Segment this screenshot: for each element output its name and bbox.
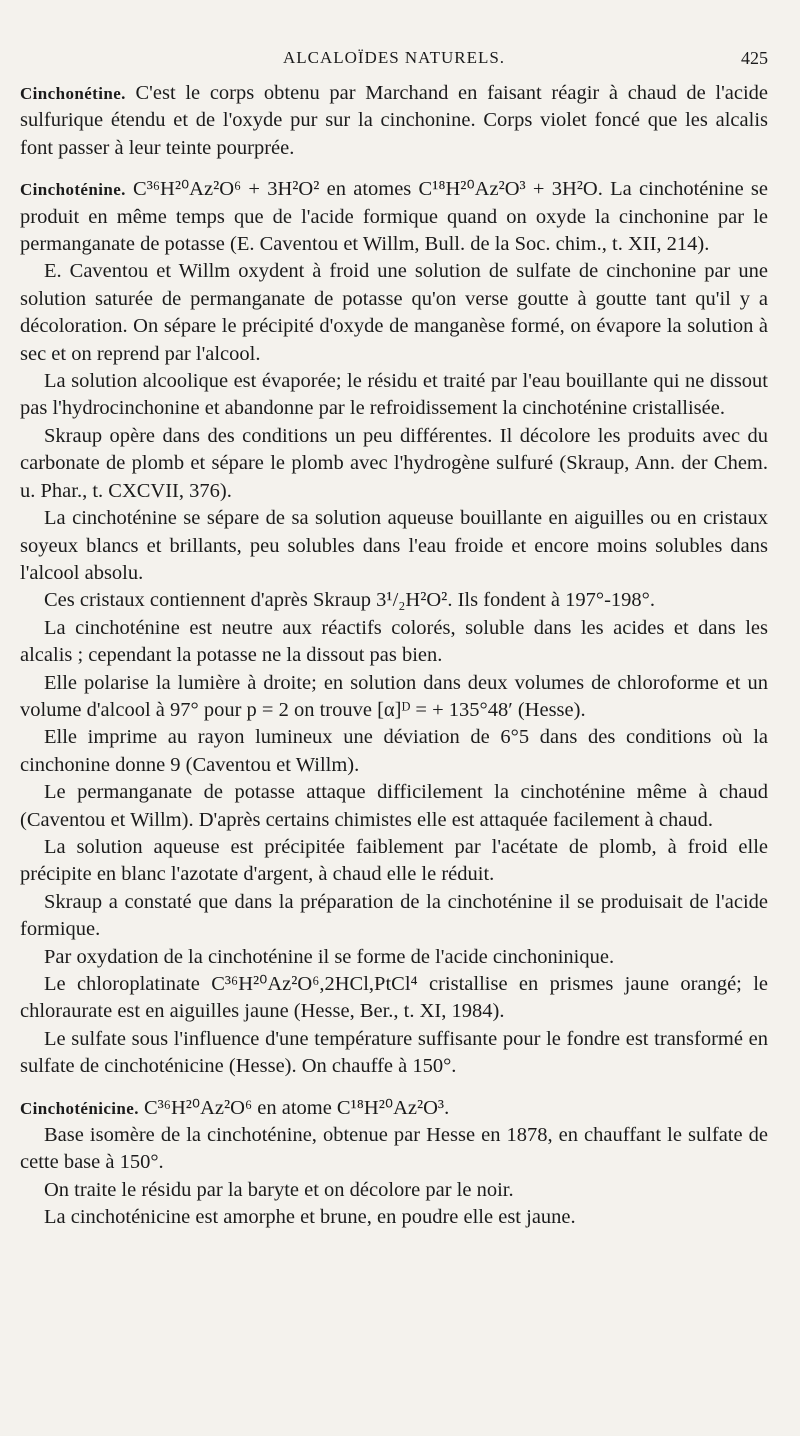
paragraph: Le chloroplatinate C³⁶H²⁰Az²O⁶,2HCl,PtCl⁴ cristallise en prismes jaune orangé; le chloraurate est en aiguilles jaune (Hesse, Ber., t. XI, 1984).	[20, 973, 768, 1023]
paragraph: Le sulfate sous l'influence d'une température suffisante pour le fondre est transformé en sulfate de cinchoténicine (Hesse). On chauffe à 150°.	[20, 1027, 768, 1078]
paragraph: Base isomère de la cinchoténine, obtenue par Hesse en 1878, en chauffant le sulfate de cette base à 150°.	[20, 1124, 768, 1174]
paragraph: Elle polarise la lumière à droite; en solution dans deux volumes de chloroforme et un volume d'alcool à 97° pour p = 2 on trouve [α]ᴰ = + 135°48′ (Hesse).	[20, 671, 768, 721]
paragraph: On traite le résidu par la baryte et on décolore par le noir.	[44, 1178, 514, 1201]
section-text: C'est le corps obtenu par Marchand en faisant réagir à chaud de l'acide sulfurique étendu et de l'oxyde pur sur la cinchonine. Corps violet foncé que les alcalis font passer à leur teinte pourprée.	[20, 82, 769, 159]
section-text: C³⁶H²⁰Az²O⁶ en atome C¹⁸H²⁰Az²O³.	[143, 1096, 450, 1119]
page-number: 425	[741, 48, 768, 68]
section-cinchotenicine	[20, 1095, 768, 1122]
section-heading: Cinchonétine.	[20, 84, 126, 103]
paragraph: E. Caventou et Willm oxydent à froid une solution de sulfate de cinchonine par une solution saturée de permanganate de potasse qu'on verse goutte à goutte tant qu'il y a décoloration. On sépare le précipité d'oxyde de manganèse formé, on évapore la solution à sec et on reprend par l'alcool.	[20, 260, 768, 365]
page-body	[20, 80, 768, 1232]
paragraph: La solution aqueuse est précipitée faiblement par l'acétate de plomb, à froid elle précipite en blanc l'azotate d'argent, à chaud elle le réduit.	[20, 835, 768, 886]
section-cinchotenine	[20, 176, 768, 258]
paragraph: La solution alcoolique est évaporée; le résidu et traité par l'eau bouillante qui ne dissout pas l'hydrocinchonine et abandonne par le refroidissement la cinchoténine cristallisée.	[20, 370, 768, 420]
paragraph: Skraup a constaté que dans la préparation de la cinchoténine il se produisait de l'acide formique.	[20, 890, 768, 941]
paragraph: La cinchoténine se sépare de sa solution aqueuse bouillante en aiguilles ou en cristaux soyeux blancs et brillants, peu solubles dans l'eau froide et encore moins solubles dans l'alcool absolu.	[20, 507, 768, 584]
section-text: C³⁶H²⁰Az²O⁶ + 3H²O² en atomes C¹⁸H²⁰Az²O³ + 3H²O. La cinchoténine se produit en même temps que de l'acide formique quand on oxyde la cinchonine par le permanganate de potasse (E. Caventou et Willm, Bull. de la Soc. chim., t. XII, 214).	[20, 178, 768, 256]
paragraph: Par oxydation de la cinchoténine il se forme de l'acide cinchoninique.	[44, 945, 615, 968]
section-heading: Cinchoténicine.	[20, 1098, 139, 1118]
paragraph: La cinchoténicine est amorphe et brune, en poudre elle est jaune.	[44, 1206, 576, 1229]
paragraph: Skraup opère dans des conditions un peu différentes. Il décolore les produits avec du carbonate de plomb et sépare le plomb avec l'hydrogène sulfuré (Skraup, Ann. der Chem. u. Phar., t. CXCVII, 376).	[20, 424, 768, 502]
page-header	[20, 42, 768, 72]
paragraph: Ces cristaux contiennent d'après Skraup 3¹/₂H²O². Ils fondent à 197°-198°.	[44, 589, 656, 612]
section-heading: Cinchoténine.	[20, 180, 126, 200]
running-head: ALCALOÏDES NATURELS.	[282, 48, 506, 67]
paragraph: Le permanganate de potasse attaque difficilement la cinchoténine même à chaud (Caventou et Willm). D'après certains chimistes elle est attaquée facilement à chaud.	[20, 781, 768, 831]
paragraph: Elle imprime au rayon lumineux une déviation de 6°5 dans des conditions où la cinchonine donne 9 (Caventou et Willm).	[20, 726, 768, 776]
section-cinchonetine	[20, 80, 768, 162]
paragraph: La cinchoténine est neutre aux réactifs colorés, soluble dans les acides et dans les alcalis ; cependant la potasse ne la dissout pas bien.	[20, 616, 768, 667]
